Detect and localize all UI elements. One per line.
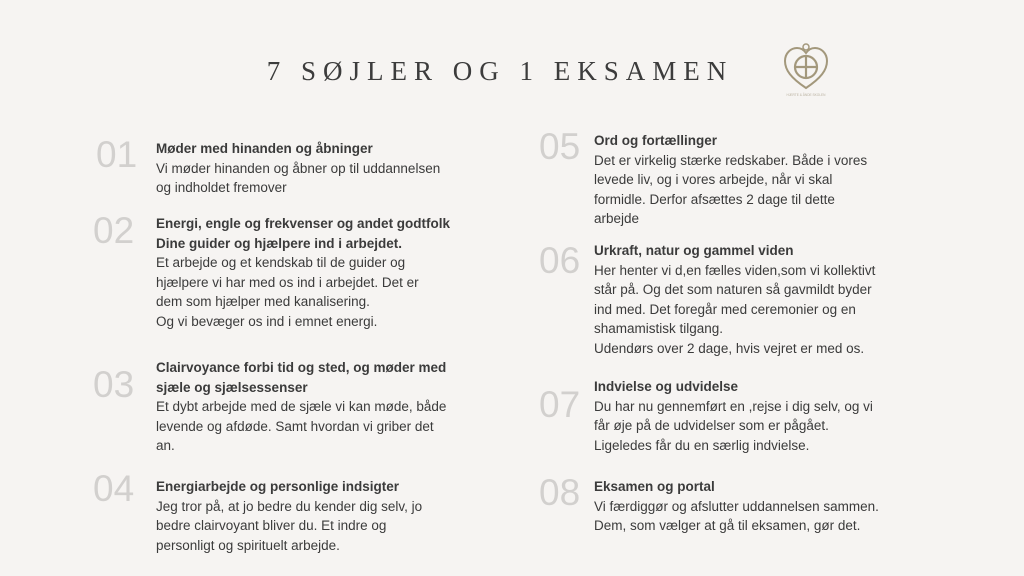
item-body: Vi møder hinanden og åbner op til uddannelsen og indholdet fremover	[156, 160, 441, 195]
item-heading: Indvielse og udvidelse	[594, 379, 739, 394]
item-heading: Urkraft, natur og gammel viden	[594, 243, 794, 258]
item-number: 03	[93, 364, 135, 405]
list-item	[156, 214, 496, 331]
page-title: 7 SØJLER OG 1 EKSAMEN	[266, 56, 734, 86]
item-body: Vi færdiggør og afslutter uddannelsen sammen. Dem, som vælger at gå til eksamen, gør det.	[594, 498, 879, 533]
list-item	[594, 131, 934, 229]
item-body: Her henter vi d,en fælles viden,som vi kollektivt står på. Og det som naturen så gavmildt byder ind med. Det foregår med ceremonier og en shamamistisk tilgang. Udendørs over 2 dage, hvis vejret er med os.	[594, 262, 876, 356]
item-number: 01	[96, 134, 138, 175]
list-item	[156, 358, 496, 456]
list-item	[156, 139, 496, 198]
item-body: Det er virkelig stærke redskaber. Både i vores levede liv, og i vores arbejde, når vi skal formidle. Derfor afsættes 2 dage til dette arbejde	[594, 152, 868, 226]
item-heading: Ord og fortællinger	[594, 133, 717, 148]
item-heading: Clairvoyance forbi tid og sted, og møder med sjæle og sjælsessenser	[156, 360, 447, 395]
item-body: Et arbejde og et kendskab til de guider og hjælpere vi har med os ind i arbejdet. Det er dem som hjælper med kanalisering. Og vi bevæger os ind i emnet energi.	[156, 255, 419, 329]
list-item	[594, 241, 934, 358]
item-number: 04	[93, 468, 135, 509]
item-number: 07	[539, 384, 581, 425]
item-heading: Eksamen og portal	[594, 479, 715, 494]
item-number: 08	[539, 472, 581, 513]
item-body: Jeg tror på, at jo bedre du kender dig selv, jo bedre clairvoyant bliver du. Et indre og personligt og spirituelt arbejde.	[156, 498, 423, 553]
heart-cross-icon	[781, 42, 831, 102]
list-item	[594, 477, 934, 536]
logo-caption: HJERTE & ÅNDE SKOLEN	[786, 93, 826, 97]
item-heading: Møder med hinanden og åbninger	[156, 141, 373, 156]
item-body: Du har nu gennemført en ,rejse i dig selv, og vi får øje på de udvidelser som er pågået. Ligeledes får du en særlig indvielse.	[594, 398, 873, 453]
item-body: Et dybt arbejde med de sjæle vi kan møde, både levende og afdøde. Samt hvordan vi griber det an.	[156, 399, 447, 453]
item-number: 02	[93, 210, 135, 251]
list-item	[156, 477, 496, 555]
item-heading: Energiarbejde og personlige indsigter	[156, 479, 400, 494]
item-number: 05	[539, 126, 581, 167]
item-heading: Energi, engle og frekvenser og andet godtfolk Dine guider og hjælpere ind i arbejdet.	[156, 216, 451, 251]
item-number: 06	[539, 240, 581, 281]
list-item	[594, 377, 934, 455]
logo	[781, 42, 831, 102]
